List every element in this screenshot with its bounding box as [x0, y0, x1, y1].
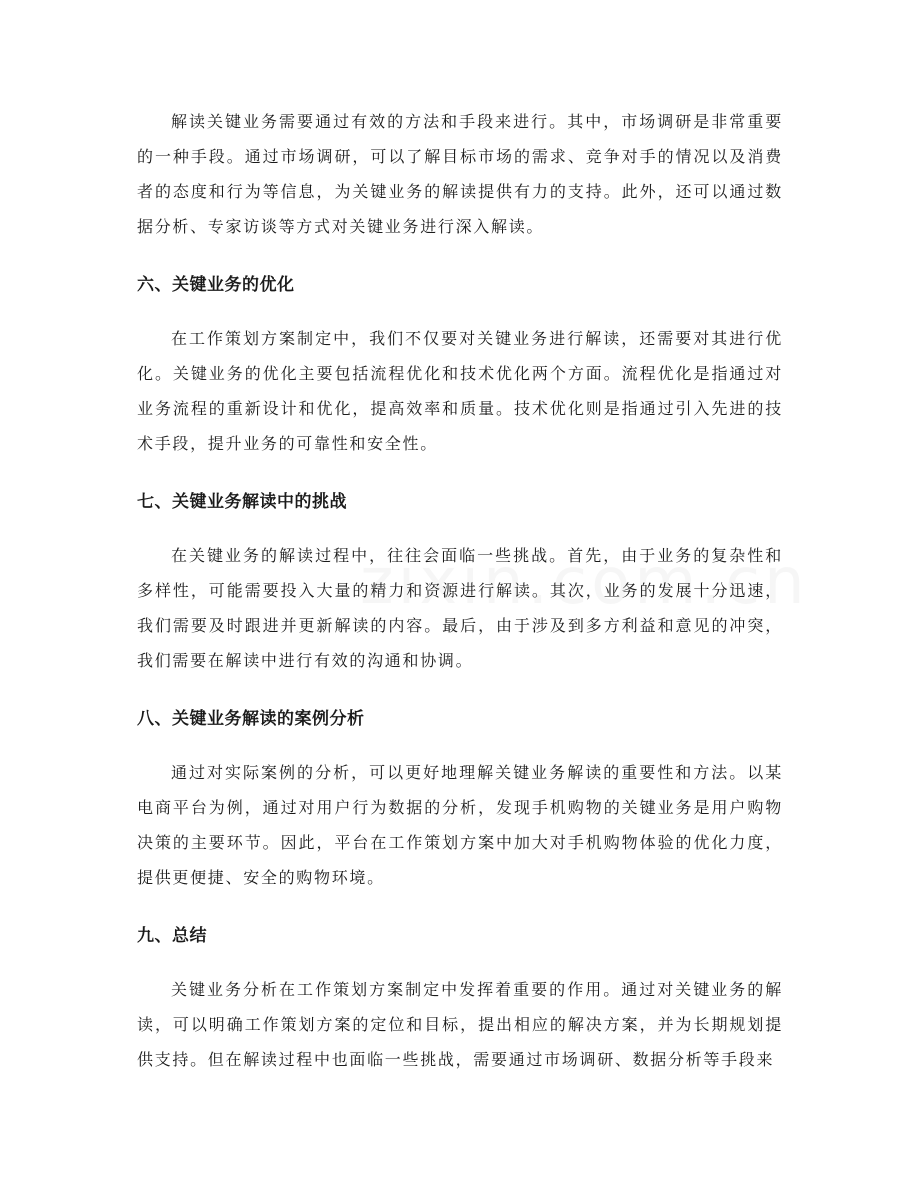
section-heading-case-study: 八、关键业务解读的案例分析: [137, 709, 365, 729]
paragraph-challenges: 在关键业务的解读过程中，往往会面临一些挑战。首先，由于业务的复杂性和多样性，可能需要投入大量的精力和资源进行解读。其次，业务的发展十分迅速，我们需要及时跟进并更新解读的内容。最后，由于涉及到多方利益和意见的冲突，我们需要在解读中进行有效的沟通和协调。: [137, 546, 783, 670]
paragraph-case-study: 通过对实际案例的分析，可以更好地理解关键业务解读的重要性和方法。以某电商平台为例，通过对用户行为数据的分析，发现手机购物的关键业务是用户购物决策的主要环节。因此，平台在工作策划方案中加大对手机购物体验的优化力度，提供更便捷、安全的购物环境。: [137, 763, 783, 887]
paragraph-interpretation-methods: 解读关键业务需要通过有效的方法和手段来进行。其中，市场调研是非常重要的一种手段。通过市场调研，可以了解目标市场的需求、竞争对手的情况以及消费者的态度和行为等信息，为关键业务的解读提供有力的支持。此外，还可以通过数据分析、专家访谈等方式对关键业务进行深入解读。: [137, 112, 783, 236]
section-heading-optimization: 六、关键业务的优化: [137, 275, 295, 295]
paragraph-summary: 关键业务分析在工作策划方案制定中发挥着重要的作用。通过对关键业务的解读，可以明确工作策划方案的定位和目标，提出相应的解决方案，并为长期规划提供支持。但在解读过程中也面临一些挑战，需要通过市场调研、数据分析等手段来: [137, 980, 783, 1069]
paragraph-optimization: 在工作策划方案制定中，我们不仅要对关键业务进行解读，还需要对其进行优化。关键业务的优化主要包括流程优化和技术优化两个方面。流程优化是指通过对业务流程的重新设计和优化，提高效率和质量。技术优化则是指通过引入先进的技术手段，提升业务的可靠性和安全性。: [137, 329, 783, 453]
section-heading-summary: 九、总结: [137, 926, 207, 946]
section-heading-challenges: 七、关键业务解读中的挑战: [137, 492, 347, 512]
document-body: [137, 104, 783, 1077]
